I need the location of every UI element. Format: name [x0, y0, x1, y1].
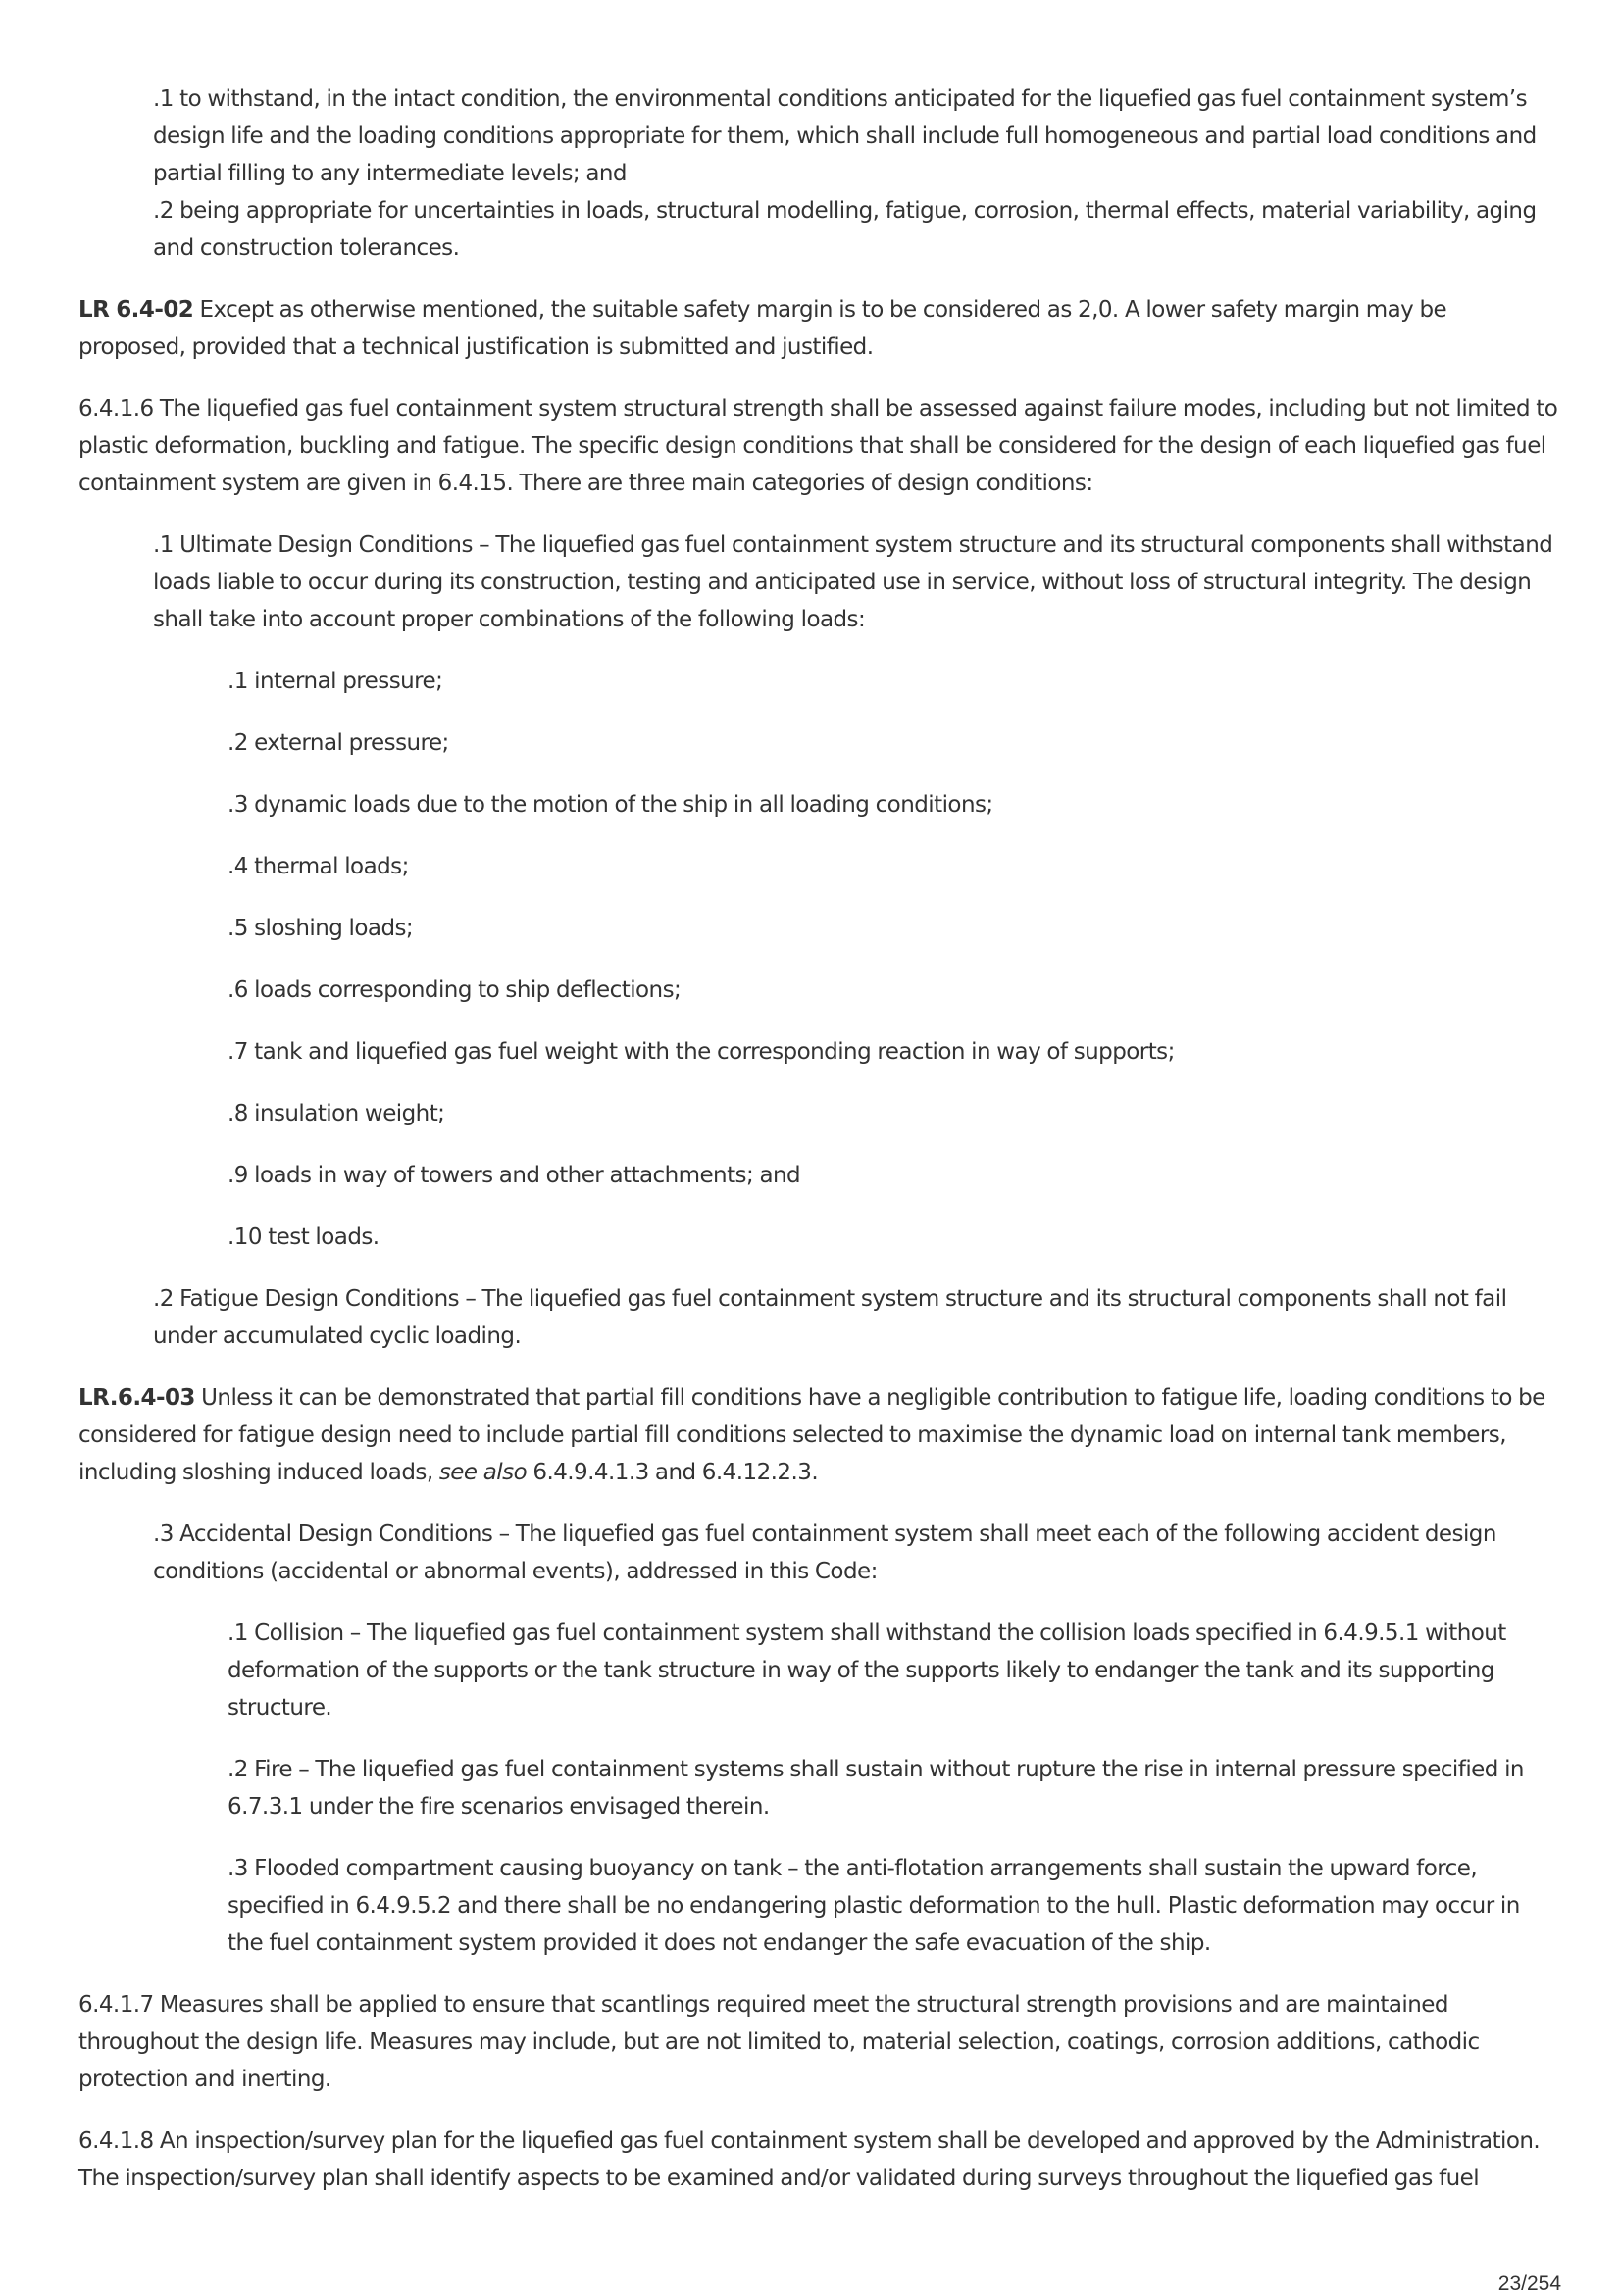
load-item: .3 dynamic loads due to the motion of the ship in all loading conditions;: [228, 792, 993, 818]
lr-6-4-03-reference: 6.4.9.4.1.3 and 6.4.12.2.3.: [527, 1460, 819, 1485]
document-body: [78, 80, 1559, 2197]
load-item: .4 thermal loads;: [228, 854, 409, 879]
lr-6-4-02-text: Except as otherwise mentioned, the suitable safety margin is to be considered as 2,0. A lower safety margin may be proposed, provided that a technical justification is submitted and justified.: [78, 297, 1447, 360]
load-item: .5 sloshing loads;: [228, 916, 414, 941]
load-item: .8 insulation weight;: [228, 1101, 445, 1126]
fatigue-design-conditions: .2 Fatigue Design Conditions – The liquefied gas fuel containment system structure and its structural components shall not fail under accumulated cyclic loading.: [153, 1286, 1507, 1349]
load-item: .9 loads in way of towers and other attachments; and: [228, 1163, 801, 1188]
clause-6-4-1-7: 6.4.1.7 Measures shall be applied to ensure that scantlings required meet the structural strength provisions and are maintained throughout the design life. Measures may include, but are not limited to, material selection, coatings, corrosion additions, cathodic protection and inerting.: [78, 1992, 1480, 2092]
clause-6-4-1-8: 6.4.1.8 An inspection/survey plan for the liquefied gas fuel containment system shall be developed and approved by the Administration. The inspection/survey plan shall identify aspects to be examined and/or validated during surveys throughout the liquefied gas fuel: [78, 2128, 1541, 2191]
load-item: .6 loads corresponding to ship deflections;: [228, 977, 682, 1003]
accident-item-flooded: .3 Flooded compartment causing buoyancy on tank – the anti-flotation arrangements shall sustain the upward force, specified in 6.4.9.5.2 and there shall be no endangering plastic deformation to the hull. Plastic deformation may occur in the fuel containment system provided it does not endanger the safe evacuation of the ship.: [228, 1856, 1520, 1956]
intro-item-2: .2 being appropriate for uncertainties in loads, structural modelling, fatigue, corrosion, thermal effects, material variability, aging and construction tolerances.: [153, 198, 1537, 261]
load-item: .1 internal pressure;: [228, 669, 443, 694]
lr-6-4-02-label: LR 6.4-02: [78, 297, 194, 323]
clause-6-4-1-6: 6.4.1.6 The liquefied gas fuel containment system structural strength shall be assessed against failure modes, including but not limited to plastic deformation, buckling and fatigue. The specific design conditions that shall be considered for the design of each liquefied gas fuel containment system are given in 6.4.15. There are three main categories of design conditions:: [78, 396, 1558, 496]
load-item: .10 test loads.: [228, 1224, 380, 1250]
lr-6-4-03-label: LR.6.4-03: [78, 1385, 195, 1411]
lr-6-4-02-paragraph: [78, 291, 1559, 366]
intro-list: [153, 80, 1559, 267]
page-number: 23/254: [1497, 2272, 1561, 2295]
lr-6-4-03-paragraph: [78, 1379, 1559, 1491]
accident-item-fire: .2 Fire – The liquefied gas fuel containment systems shall sustain without rupture the rise in internal pressure specified in 6.7.3.1 under the fire scenarios envisaged therein.: [228, 1757, 1524, 1820]
accident-item-collision: .1 Collision – The liquefied gas fuel containment system shall withstand the collision loads specified in 6.4.9.5.1 without deformation of the supports or the tank structure in way of the supports likely to endanger the tank and its supporting structure.: [228, 1621, 1506, 1721]
loads-list: [228, 663, 1559, 1256]
accident-list: [228, 1615, 1559, 1962]
accidental-design-conditions: .3 Accidental Design Conditions – The liquefied gas fuel containment system shall meet each of the following accident design conditions (accidental or abnormal events), addressed in this Code:: [153, 1522, 1496, 1584]
ultimate-design-conditions: .1 Ultimate Design Conditions – The liquefied gas fuel containment system structure and its structural components shall withstand loads liable to occur during its construction, testing and anticipated use in service, without loss of structural integrity. The design shall take into account proper combinations of the following loads:: [153, 532, 1553, 632]
lr-6-4-03-text: Unless it can be demonstrated that partial fill conditions have a negligible contribution to fatigue life, loading conditions to be considered for fatigue design need to include partial fill conditions selected to maximise the dynamic load on internal tank members, including sloshing induced loads,: [78, 1385, 1545, 1485]
intro-item-1: .1 to withstand, in the intact condition, the environmental conditions anticipated for the liquefied gas fuel containment system’s design life and the loading conditions appropriate for them, which shall include full homogeneous and partial load conditions and partial filling to any intermediate levels; and: [153, 86, 1537, 186]
load-item: .2 external pressure;: [228, 730, 449, 756]
load-item: .7 tank and liquefied gas fuel weight with the corresponding reaction in way of supports;: [228, 1039, 1175, 1065]
see-also: see also: [438, 1460, 528, 1485]
